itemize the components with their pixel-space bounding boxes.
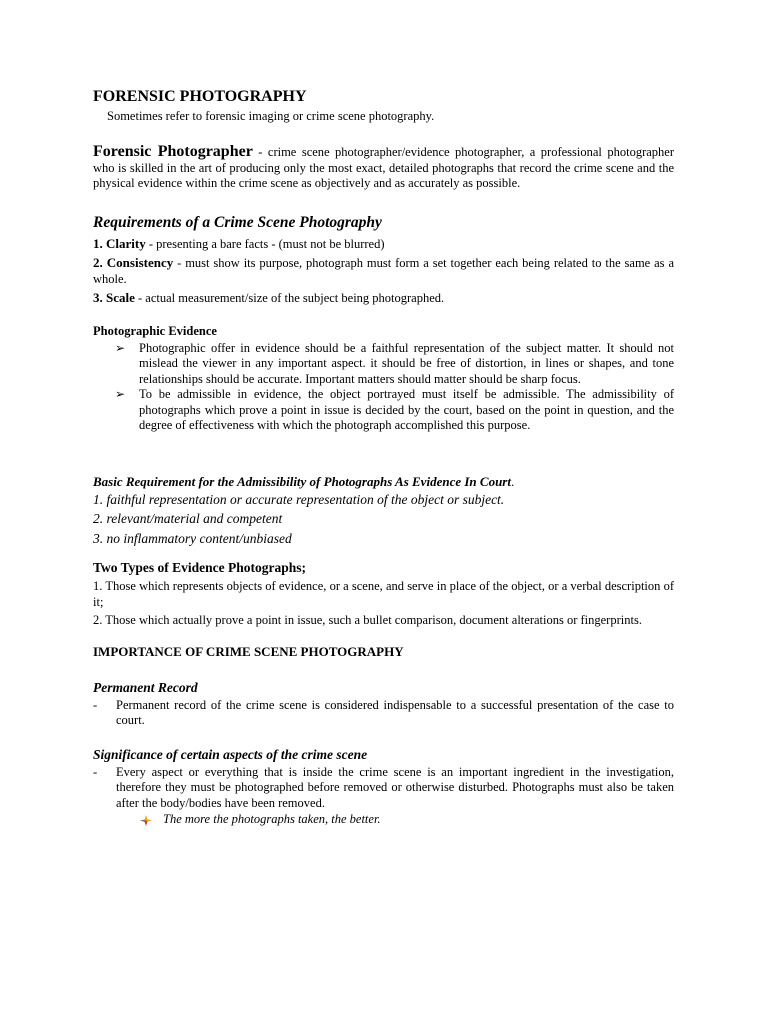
requirement-text: - actual measurement/size of the subject being photographed. [134,291,445,305]
requirement-item [93,290,674,307]
permanent-record-item [93,698,674,729]
arrowhead-bullet-icon: ➢ [115,387,126,401]
sub-bullet-text: The more the photographs taken, the better. [163,812,381,826]
importance-heading: IMPORTANCE OF CRIME SCENE PHOTOGRAPHY [93,643,404,659]
list-item [93,387,674,434]
basic-requirement-heading [93,474,674,490]
significance-heading: Significance of certain aspects of the crime scene [93,746,368,762]
basic-requirement-heading-text: Basic Requirement for the Admissibility of Photographs As Evidence In Court [93,473,511,489]
dash-bullet: - [93,764,98,779]
requirements-heading: Requirements of a Crime Scene Photography [93,213,382,231]
two-types-item: 1. Those which represents objects of evidence, or a scene, and serve in place of the object, or a verbal description of it; [93,579,674,609]
two-types-heading: Two Types of Evidence Photographs; [93,560,307,575]
photographic-evidence-heading: Photographic Evidence [93,323,217,338]
basic-requirement-item: 1. faithful representation or accurate representation of the object or subject. [93,491,505,507]
significance-text: Every aspect or everything that is inside the crime scene is an important ingredient in the investigation, therefore they must be photographed before removed or otherwise disturbed. Photographs must also be taken after the body/bodies have been removed. [116,764,674,810]
document-subtitle: Sometimes refer to forensic imaging or crime scene photography. [107,109,435,123]
permanent-record-text: Permanent record of the crime scene is considered indispensable to a successful presentation of the case to court. [116,697,674,727]
significance-item [93,765,674,812]
permanent-record-heading: Permanent Record [93,679,198,695]
forensic-photographer-definition [93,144,674,192]
requirement-label: 3. Scale [93,290,135,305]
definition-term: Forensic Photographer [93,143,253,160]
definition-text: - crime scene photographer/evidence photographer, a professional photographer who is skilled in the art of producing only the most exact, detailed photographs that record the crime scene and the physical evidence within the crime scene as objectively and as accurately as possible. [93,145,675,190]
requirement-label: 2. Consistency [93,255,174,270]
requirement-text: - must show its purpose, photograph must form a set together each being related to the same as a whole. [93,256,674,286]
dash-bullet: - [93,697,98,712]
basic-requirement-item: 3. no inflammatory content/unbiased [93,530,292,546]
basic-requirement-item: 2. relevant/material and competent [93,511,283,526]
document-page [93,88,674,828]
four-point-star-bullet-icon [140,815,152,826]
arrowhead-bullet-icon: ➢ [115,340,126,355]
requirement-label: 1. Clarity [93,235,146,251]
requirement-item [93,255,674,287]
list-item [93,341,674,388]
requirement-text: - presenting a bare facts - (must not be blurred) [145,236,385,251]
photographic-evidence-list [93,341,674,434]
two-types-item: 2. Those which actually prove a point in issue, such a bullet comparison, document alterations or fingerprints. [93,613,642,627]
list-item-text: Photographic offer in evidence should be a faithful representation of the subject matter. It should not mislead the viewer in any important aspect. it should be free of distortion, in lines or shapes, and tone relationships should be accurate. Important matters should matter should be sharp focus. [139,340,674,386]
requirement-item [93,236,674,253]
list-item-text: To be admissible in evidence, the object portrayed must itself be admissible. The admissibility of photographs which prove a point in issue is decided by the court, based on the point in question, and the degree of effectiveness with which the photograph accomplished this purpose. [139,387,674,432]
document-title: FORENSIC PHOTOGRAPHY [93,88,307,105]
significance-sub-item [93,812,674,828]
heading-period: . [510,473,515,489]
